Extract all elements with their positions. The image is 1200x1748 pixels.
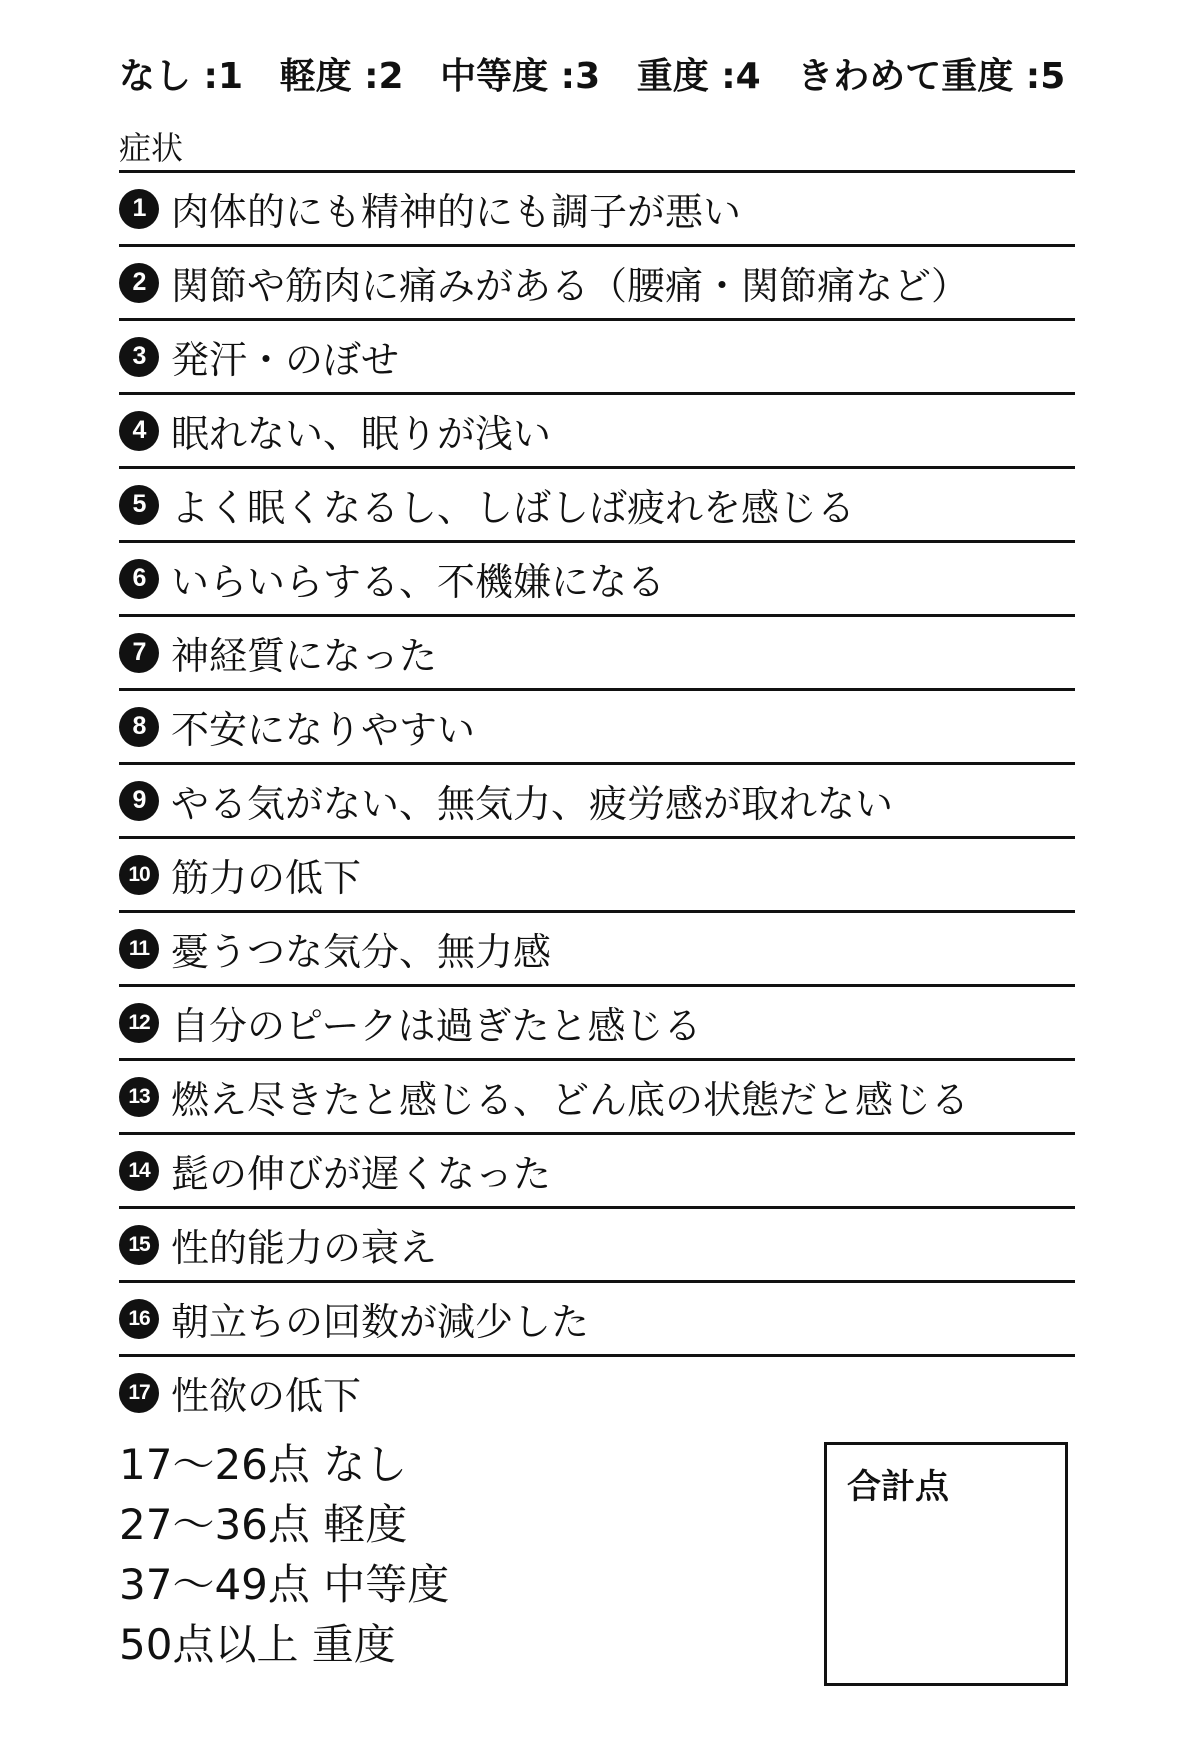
total-score-box[interactable] <box>824 1442 1068 1686</box>
symptom-text: 性的能力の衰え <box>171 1226 438 1270</box>
score-range-line: 37〜49点 中等度 <box>119 1560 450 1609</box>
score-range-line: 17〜26点 なし <box>119 1440 408 1489</box>
number-badge-icon: 9 <box>119 781 159 821</box>
number-badge-icon: 4 <box>119 411 159 451</box>
scale-item-none: なし :1 <box>119 56 244 97</box>
number-badge-icon: 7 <box>119 633 159 673</box>
symptom-text: 燃え尽きたと感じる、どん底の状態だと感じる <box>171 1078 970 1122</box>
number-badge-icon: 8 <box>119 707 159 747</box>
symptom-text: 憂うつな気分、無力感 <box>171 930 552 974</box>
scale-item-moderate: 中等度 :3 <box>440 56 601 97</box>
symptom-item <box>119 469 1075 543</box>
symptom-item <box>119 691 1075 765</box>
scale-item-severe: 重度 :4 <box>636 56 761 97</box>
symptom-item <box>119 543 1075 617</box>
number-badge-icon: 1 <box>119 189 159 229</box>
number-badge-icon: 2 <box>119 263 159 303</box>
number-badge-icon: 5 <box>119 485 159 525</box>
scale-item-mild: 軽度 :2 <box>279 56 404 97</box>
symptom-item <box>119 987 1075 1061</box>
score-range-line: 50点以上 重度 <box>119 1620 396 1669</box>
number-badge-icon: 13 <box>119 1077 159 1117</box>
number-badge-icon: 3 <box>119 337 159 377</box>
symptom-text: 朝立ちの回数が減少した <box>171 1300 590 1344</box>
symptom-item <box>119 173 1075 247</box>
symptom-item <box>119 617 1075 691</box>
symptom-item <box>119 1135 1075 1209</box>
symptom-item <box>119 1209 1075 1283</box>
symptom-item <box>119 765 1075 839</box>
symptom-text: いらいらする、不機嫌になる <box>171 560 666 604</box>
score-ranges <box>119 1435 449 1675</box>
number-badge-icon: 17 <box>119 1373 159 1413</box>
symptom-item <box>119 247 1075 321</box>
severity-scale <box>119 48 1065 99</box>
symptom-item <box>119 395 1075 469</box>
symptom-text: 肉体的にも精神的にも調子が悪い <box>171 190 742 234</box>
symptom-item <box>119 321 1075 395</box>
symptom-text: 性欲の低下 <box>171 1374 362 1418</box>
symptom-text: 眠れない、眠りが浅い <box>171 412 552 456</box>
number-badge-icon: 12 <box>119 1003 159 1043</box>
symptom-item <box>119 1061 1075 1135</box>
symptom-text: 神経質になった <box>171 634 438 678</box>
symptom-text: 筋力の低下 <box>171 856 362 900</box>
symptom-item <box>119 1357 1075 1428</box>
symptom-text: 発汗・のぼせ <box>171 338 400 382</box>
symptom-text: 自分のピークは過ぎたと感じる <box>171 1004 702 1048</box>
number-badge-icon: 14 <box>119 1151 159 1191</box>
score-range-line: 27〜36点 軽度 <box>119 1500 408 1549</box>
symptom-item <box>119 913 1075 987</box>
symptom-item <box>119 1283 1075 1357</box>
symptom-text: 関節や筋肉に痛みがある（腰痛・関節痛など） <box>171 264 970 308</box>
scale-item-very-severe: きわめて重度 :5 <box>797 56 1066 97</box>
symptom-text: 不安になりやすい <box>171 708 476 752</box>
symptoms-heading: 症状 <box>119 129 184 167</box>
symptom-text: よく眠くなるし、しばしば疲れを感じる <box>171 486 856 530</box>
symptom-list <box>119 170 1075 1428</box>
number-badge-icon: 15 <box>119 1225 159 1265</box>
number-badge-icon: 6 <box>119 559 159 599</box>
number-badge-icon: 11 <box>119 929 159 969</box>
total-score-label: 合計点 <box>847 1467 949 1507</box>
number-badge-icon: 16 <box>119 1299 159 1339</box>
symptom-item <box>119 839 1075 913</box>
symptom-text: 髭の伸びが遅くなった <box>171 1152 552 1196</box>
symptom-text: やる気がない、無気力、疲労感が取れない <box>171 782 894 826</box>
number-badge-icon: 10 <box>119 855 159 895</box>
